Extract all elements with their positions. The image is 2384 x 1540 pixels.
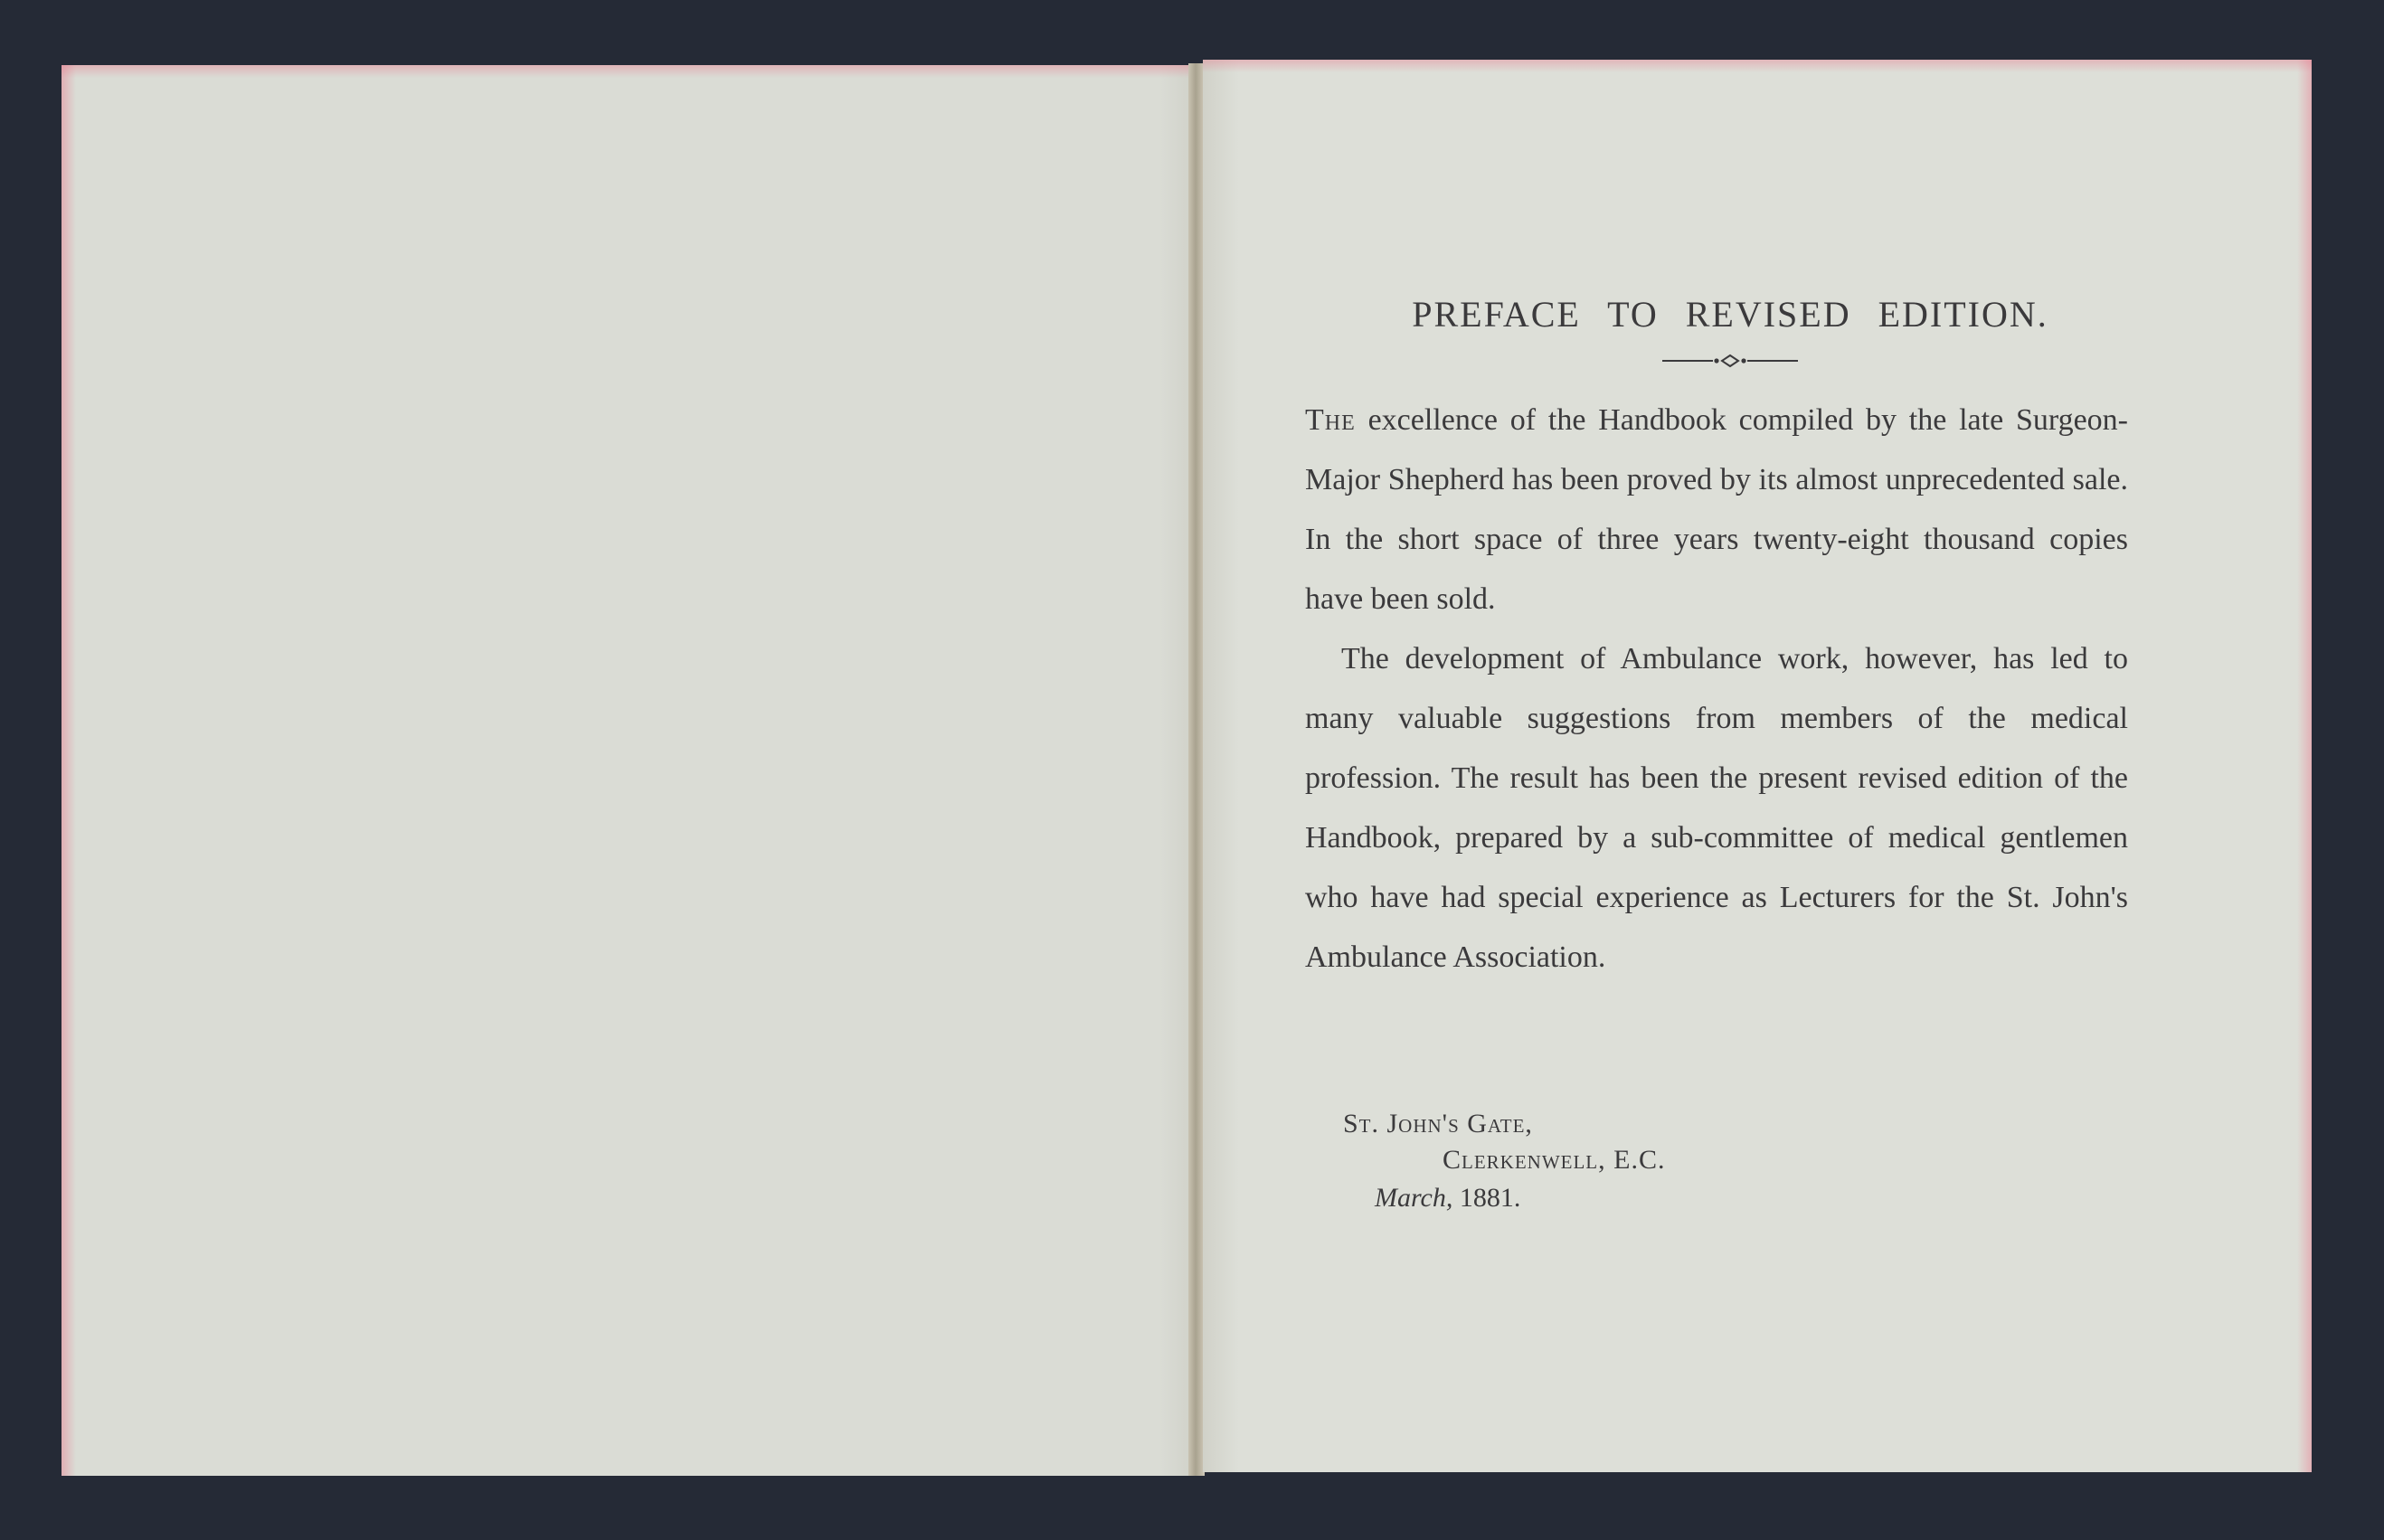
signature-year: 1881. xyxy=(1459,1183,1521,1213)
paragraph-1-text: excellence of the Handbook compiled by the late Surgeon-Major Shepherd has been proved by its almost unprecedented sale. In the short space of three years twenty-eight thousand copies have been sold. xyxy=(1305,403,2128,616)
signature-place-line-1: St. John's Gate, xyxy=(1343,1109,1533,1138)
preface-title: PREFACE TO REVISED EDITION. xyxy=(1412,294,2048,335)
fleuron-rule-icon xyxy=(1635,347,1798,374)
paragraph-lead-word: The xyxy=(1305,403,1356,437)
signature-month: March, xyxy=(1375,1183,1453,1213)
signature-place-line-2: Clerkenwell, E.C. xyxy=(1443,1145,1666,1175)
signature-date xyxy=(1375,1183,1520,1214)
preface-paragraph-2: The development of Ambulance work, however, has led to many valuable suggestions from members of the medical profession. The result has been the present revised edition of the Handbook, prepared by a sub-committee of medical gentlemen who have had special experience as Lecturers for the St. John's Ambulance Association. xyxy=(1305,642,2128,974)
show-through-ghost-text xyxy=(333,553,1074,617)
left-page-blank xyxy=(61,65,1196,1476)
preface-paragraph-1 xyxy=(1305,391,2128,629)
preface-text-block xyxy=(1305,282,2128,987)
